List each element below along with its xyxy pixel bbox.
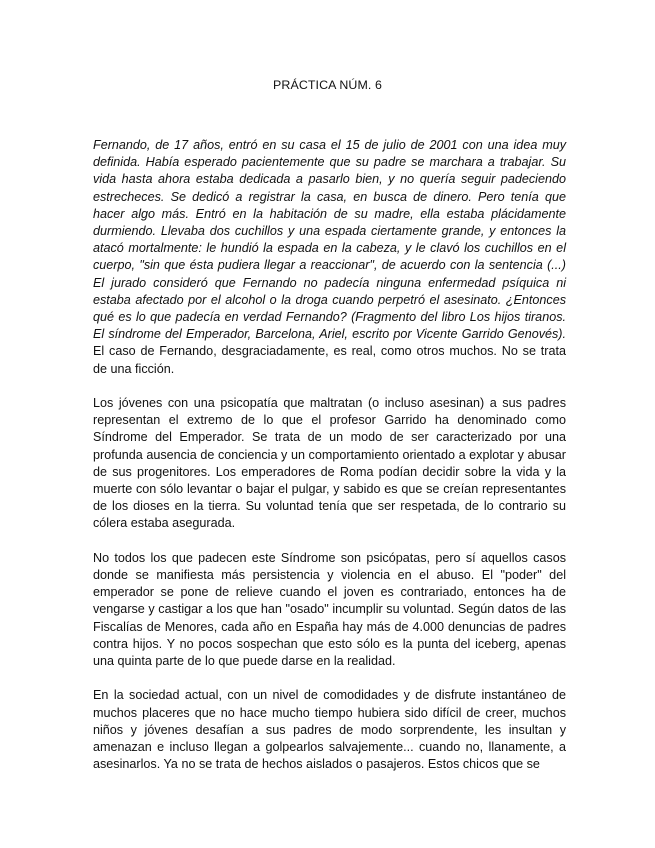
paragraph-4: En la sociedad actual, con un nivel de comodidades y de disfrute instantáneo de muchos placeres que no hace mucho tiempo hubiera sido difícil de creer, muchos niños y jóvenes desafían a sus padres de modo sorprendente, les insultan y amenazan e incluso llegan a golpearlos salvajemente... cuando no, llanamente, a asesinarlos. Ya no se trata de hechos aislados o pasajeros. Estos chicos que se [93, 688, 566, 772]
paragraph-2: Los jóvenes con una psicopatía que maltratan (o incluso asesinan) a sus padres representan el extremo de lo que el profesor Garrido ha denominado como Síndrome del Emperador. Se trata de un modo de ser caracterizado por una profunda ausencia de conciencia y un comportamiento orientado a explotar y abusar de sus progenitores. Los emperadores de Roma podían decidir sobre la vida y la muerte con sólo levantar o bajar el pulgar, y sabido es que se creían representantes de los dioses en la tierra. Su voluntad tenía que ser respetada, de lo contrario su cólera estaba asegurada. [93, 396, 566, 531]
document-body [93, 137, 566, 773]
paragraph-3: No todos los que padecen este Síndrome son psicópatas, pero sí aquellos casos donde se manifiesta más persistencia y violencia en el abuso. El "poder" del emperador se pone de relieve cuando el joven es contrariado, entonces ha de vengarse y castigar a los que han "osado" incumplir su voluntad. Según datos de las Fiscalías de Menores, cada año en España hay más de 4.000 denuncias de padres contra hijos. Y no pocos sospechan que esto sólo es la punta del iceberg, apenas una quinta parte de lo que puede darse en la realidad. [93, 550, 566, 669]
paragraph-1 [93, 137, 566, 378]
quoted-excerpt: Fernando, de 17 años, entró en su casa el 15 de julio de 2001 con una idea muy definida. Había esperado pacientemente que su padre se marchara a trabajar. Su vida hasta ahora estaba dedicada a pasarlo bien, y no quería seguir padeciendo estrecheces. Se dedicó a registrar la casa, en busca de dinero. Pero tenía que hacer algo más. Entró en la habitación de su madre, ella estaba plácidamente durmiendo. Llevaba dos cuchillos y una espada ciertamente grande, y entonces la atacó mortalmente: le hundió la espada en la cabeza, y le clavó los cuchillos en el cuerpo, "sin que ésta pudiera llegar a reaccionar", de acuerdo con la sentencia (...) El jurado consideró que Fernando no padecía ninguna enfermedad psíquica ni estaba afectado por el alcohol o la droga cuando perpetró el asesinato. ¿Entonces qué es lo que padecía en verdad Fernando? (Fragmento del libro Los hijos tiranos. El síndrome del Emperador, Barcelona, Ariel, escrito por Vicente Garrido Genovés). [93, 138, 566, 342]
page-title: PRÁCTICA NÚM. 6 [273, 78, 382, 92]
paragraph-1-text: El caso de Fernando, desgraciadamente, es real, como otros muchos. No se trata de una ficción. [93, 344, 566, 376]
